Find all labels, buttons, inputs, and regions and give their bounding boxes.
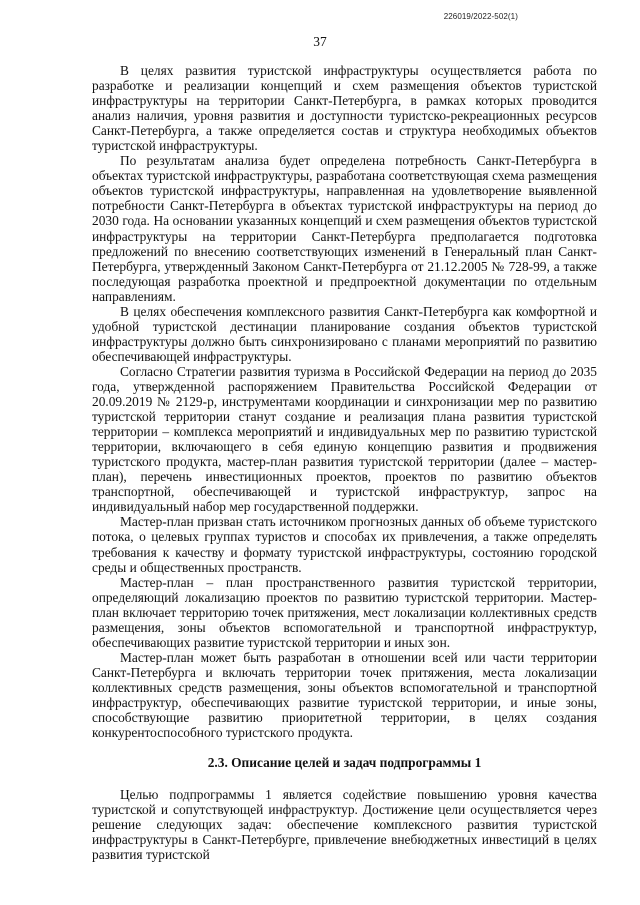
paragraph-2: По результатам анализа будет определена потребность Санкт-Петербурга в объектах туристской инфраструктуры, разработана соответствующая схема размещения объектов туристской инфраструктуры, направленная на удовлетворение выявленной потребности Санкт-Петербурга в объектах туристской инфраструктуры на период до 2030 года. На основании указанных концепций и схем размещения объектов туристской инфраструктуры на территории Санкт-Петербурга предполагается подготовка предложений по внесению соответствующих изменений в Генеральный план Санкт-Петербурга, утвержденный Законом Санкт-Петербурга от 21.12.2005 № 728-99, а также последующая разработка проектной и предпроектной документации по отдельным направлениям. bbox=[92, 153, 597, 304]
document-id: 226019/2022-502(1) bbox=[443, 12, 518, 21]
paragraph-7: Мастер-план может быть разработан в отношении всей или части территории Санкт-Петербурга и включать территории точек притяжения, места локализации коллективных средств размещения, зоны объектов вспомогательной и транспортной инфраструктур, обеспечивающих развитие туристской территории, и иные зоны, способствующие развитию приоритетной территории, в целях создания конкурентоспособного туристского продукта. bbox=[92, 649, 597, 741]
paragraph-1: В целях развития туристской инфраструктуры осуществляется работа по разработке и реализации концепций и схем размещения объектов туристской инфраструктуры на территории Санкт-Петербурга, в рамках которых проводится анализ наличия, уровня развития и доступности туристско-рекреационных ресурсов Санкт-Петербурга, а также определяется состав и структура необходимых объектов туристской инфраструктуры. bbox=[92, 63, 597, 154]
paragraph-6: Мастер-план – план пространственного развития туристской территории, определяющий локализацию проектов по развитию туристской территории. Мастер-план включает территорию точек притяжения, мест локализации коллективных средств размещения, зоны объектов вспомогательной и транспортной инфраструктур, обеспечивающих развитие туристской территории и иных зон. bbox=[92, 574, 597, 650]
paragraph-4: Согласно Стратегии развития туризма в Российской Федерации на период до 2035 года, утвержденной распоряжением Правительства Российской Федерации от 20.09.2019 № 2129-р, инструментами координации и синхронизации мер по развитию туристской территории станут создание и реализация плана развития туристской территории – комплекса мероприятий и индивидуальных мер по развитию туристской территории, включающего в себя единую концепцию развития и продвижения туристского продукта, мастер-план развития туристской территории (далее – мастер-план), перечень инвестиционных проектов, проектов по развитию объектов транспортной, обеспечивающей и туристской инфраструктур, запрос на индивидуальный набор мер государственной поддержки. bbox=[92, 363, 597, 515]
page-number: 37 bbox=[313, 34, 327, 49]
document-body bbox=[92, 63, 597, 862]
paragraph-3: В целях обеспечения комплексного развития Санкт-Петербурга как комфортной и удобной туристской дестинации планирование создания объектов туристской инфраструктуры должно быть синхронизировано с планами мероприятий по развитию обеспечивающей инфраструктуры. bbox=[92, 303, 597, 364]
paragraph-final: Целью подпрограммы 1 является содействие повышению уровня качества туристской и сопутствующей инфраструктур. Достижение цели осуществляется через решение следующих задач: обеспечение комплексного развития туристской инфраструктуры в Санкт-Петербурге, привлечение внебюджетных инвестиций в целях развития туристской bbox=[92, 787, 597, 863]
paragraph-5: Мастер-план призван стать источником прогнозных данных об объеме туристского потока, о целевых группах туристов и способах их привлечения, а также определять требования к качеству и формату туристской инфраструктуры, состоянию городской среды и общественных пространств. bbox=[92, 514, 597, 575]
section-heading: 2.3. Описание целей и задач подпрограммы 1 bbox=[207, 755, 482, 771]
